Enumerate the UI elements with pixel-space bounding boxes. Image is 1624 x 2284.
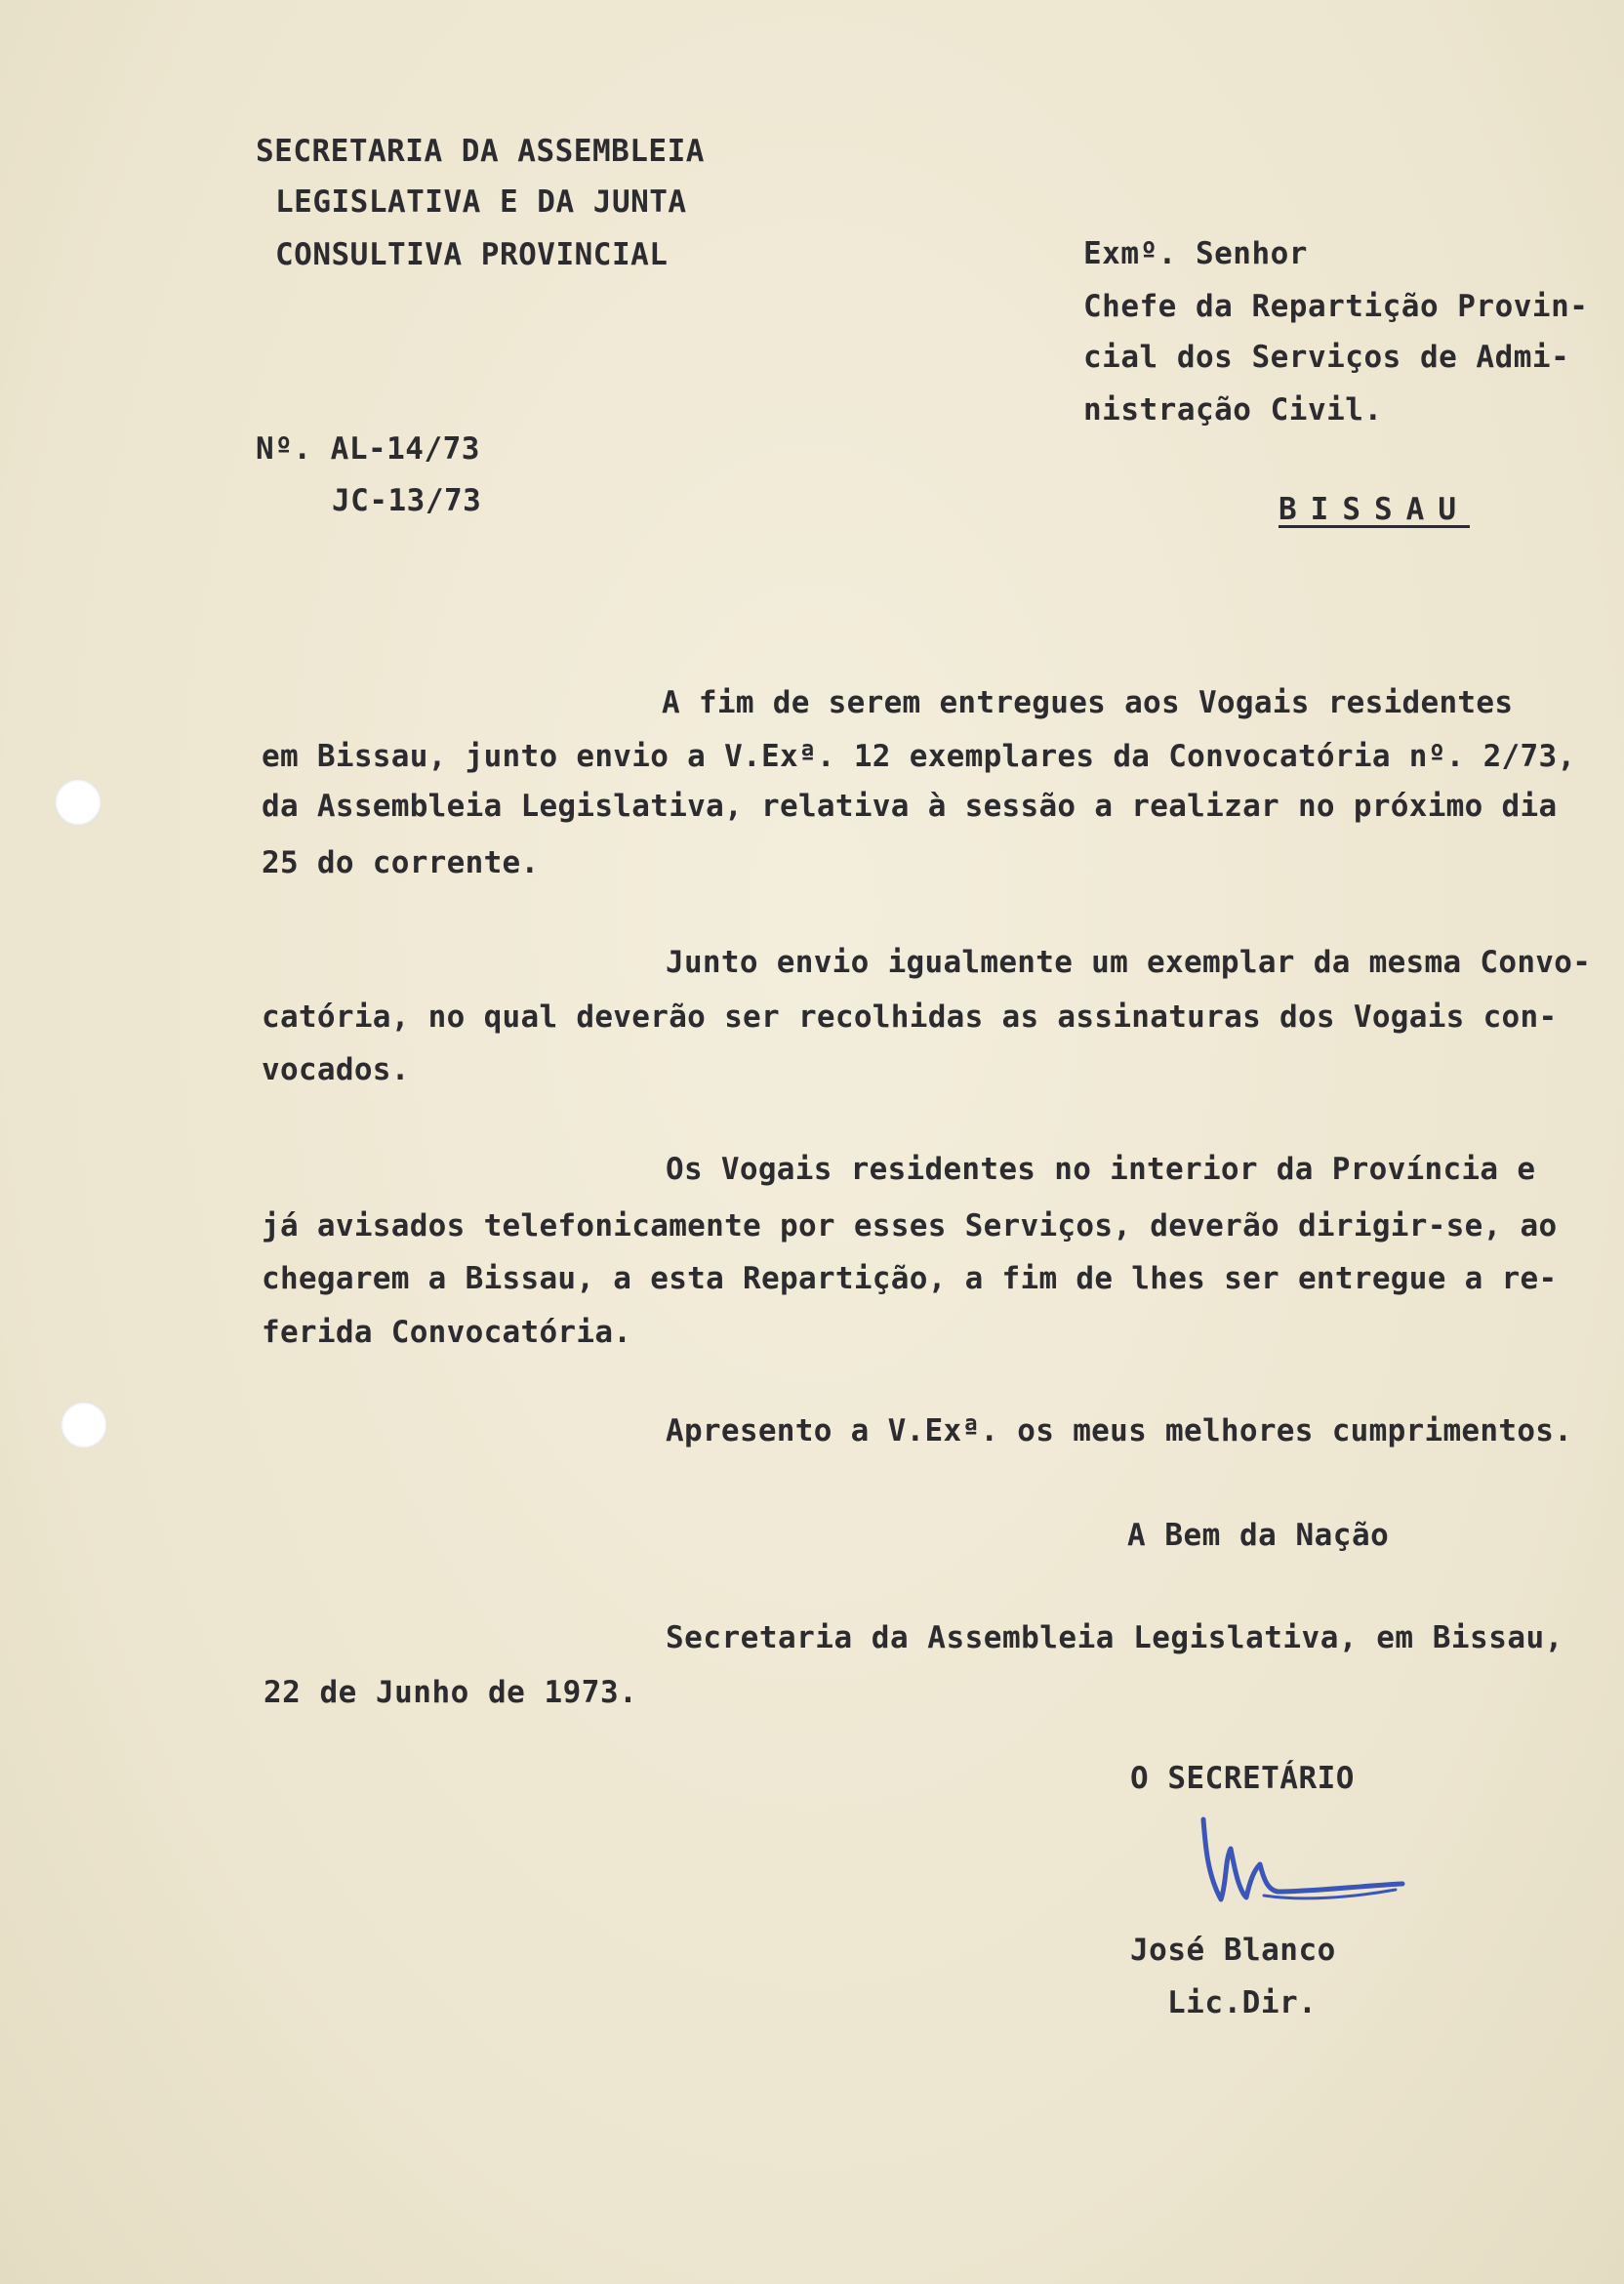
closing-role: O SECRETÁRIO: [1130, 1761, 1355, 1796]
body-p1-line-3: da Assembleia Legislativa, relativa à sessão a realizar no próximo dia: [262, 789, 1558, 824]
body-p4: Apresento a V.Exª. os meus melhores cumprimentos.: [666, 1413, 1573, 1448]
addressee-line-3: nistração Civil.: [1083, 392, 1383, 428]
closing-date-line: 22 de Junho de 1973.: [264, 1675, 638, 1710]
handwritten-signature: [1196, 1806, 1420, 1923]
body-p1-line-2: em Bissau, junto envio a V.Exª. 12 exemplares da Convocatória nº. 2/73,: [262, 739, 1576, 774]
reference-line-1: Nº. AL-14/73: [256, 431, 480, 467]
addressee-salutation: Exmº. Senhor: [1083, 236, 1308, 271]
closing-place-line: Secretaria da Assembleia Legislativa, em Bissau,: [666, 1620, 1563, 1655]
body-p2-line-2: catória, no qual deverão ser recolhidas as assinaturas dos Vogais con-: [262, 999, 1558, 1035]
body-p1-line-1: A fim de serem entregues aos Vogais residentes: [662, 685, 1514, 720]
body-p1-line-4: 25 do corrente.: [262, 845, 540, 880]
body-p3-line-1: Os Vogais residentes no interior da Província e: [666, 1152, 1536, 1187]
sender-line-1: SECRETARIA DA ASSEMBLEIA: [256, 134, 705, 169]
addressee-line-1: Chefe da Repartição Provin-: [1083, 289, 1589, 324]
reference-line-2: JC-13/73: [332, 483, 482, 518]
signatory-name: José Blanco: [1130, 1933, 1336, 1968]
body-p2-line-1: Junto envio igualmente um exemplar da mesma Convo-: [666, 945, 1592, 980]
body-p3-line-4: ferida Convocatória.: [262, 1315, 632, 1350]
addressee-line-2: cial dos Serviços de Admi-: [1083, 340, 1570, 375]
body-p2-line-3: vocados.: [262, 1052, 410, 1087]
punch-hole-bottom: [61, 1402, 107, 1448]
signatory-title: Lic.Dir.: [1167, 1985, 1318, 2020]
sender-line-3: CONSULTIVA PROVINCIAL: [275, 237, 669, 272]
punch-hole-top: [55, 779, 102, 826]
sender-line-2: LEGISLATIVA E DA JUNTA: [275, 184, 687, 220]
addressee-city: BISSAU: [1279, 492, 1470, 527]
closing-motto: A Bem da Nação: [1127, 1518, 1390, 1553]
body-p3-line-2: já avisados telefonicamente por esses Serviços, deverão dirigir-se, ao: [262, 1208, 1558, 1244]
body-p3-line-3: chegarem a Bissau, a esta Repartição, a fim de lhes ser entregue a re-: [262, 1261, 1558, 1296]
